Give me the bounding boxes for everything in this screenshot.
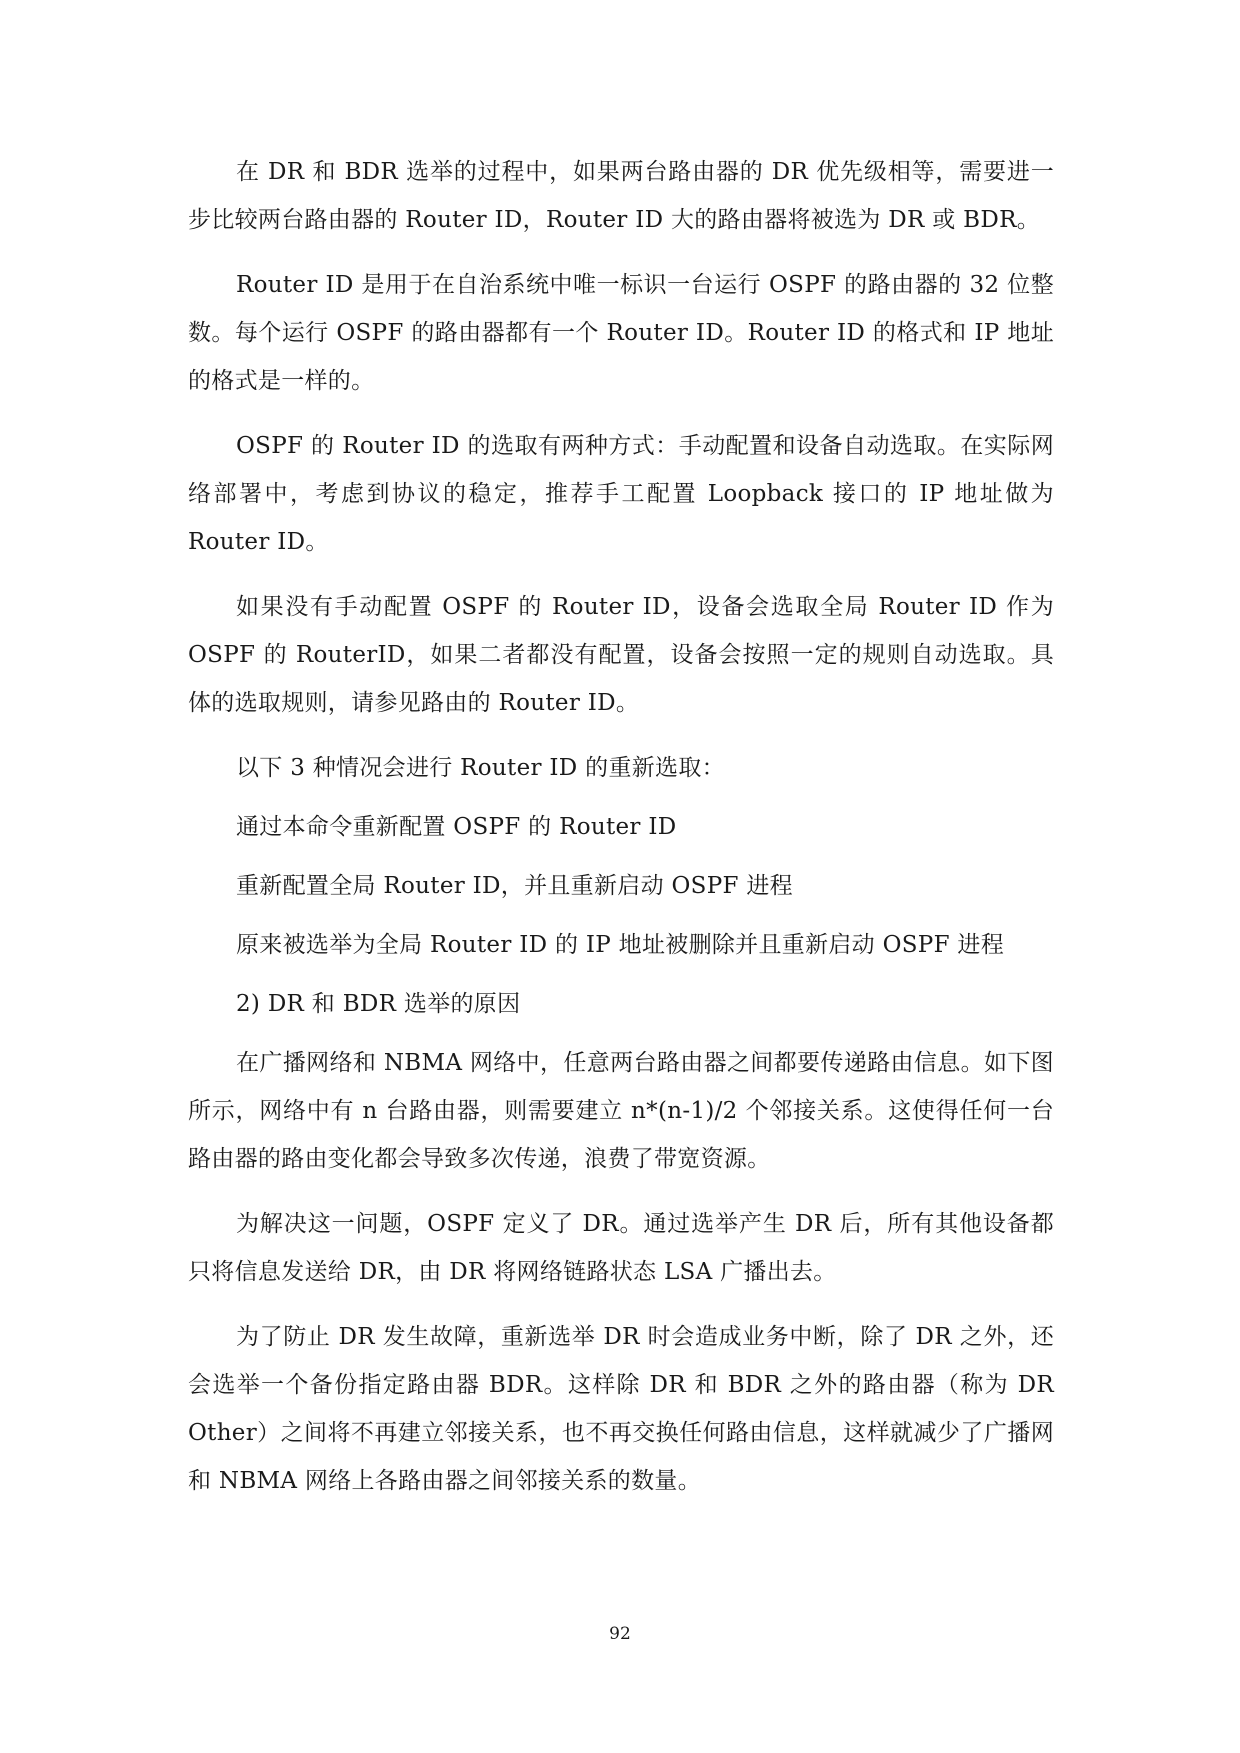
paragraph-bdr-backup: 为了防止 DR 发生故障，重新选举 DR 时会造成业务中断，除了 DR 之外，还会选举一个备份指定路由器 BDR。这样除 DR 和 BDR 之外的路由器（称为 DR Other）之间将不再建立邻接关系，也不再交换任何路由信息，这样就减少了广播网和 NBMA 网络上各路由器之间邻接关系的数量。 [188, 1324, 1054, 1494]
paragraph-global-router-id: 如果没有手动配置 OSPF 的 Router ID，设备会选取全局 Router ID 作为 OSPF 的 RouterID，如果二者都没有配置，设备会按照一定的规则自动选取。具体的选取规则，请参见路由的 Router ID。 [188, 594, 1054, 716]
list-item-reconfigure-command: 通过本命令重新配置 OSPF 的 Router ID [236, 814, 677, 840]
body-text [188, 148, 1054, 1522]
paragraph-dr-solution: 为解决这一问题，OSPF 定义了 DR。通过选举产生 DR 后，所有其他设备都只将信息发送给 DR，由 DR 将网络链路状态 LSA 广播出去。 [188, 1211, 1054, 1285]
list-item-ip-deleted: 原来被选举为全局 Router ID 的 IP 地址被删除并且重新启动 OSPF 进程 [236, 932, 1005, 958]
paragraph-router-id-definition: Router ID 是用于在自治系统中唯一标识一台运行 OSPF 的路由器的 32 位整数。每个运行 OSPF 的路由器都有一个 Router ID。Router ID 的格式和 IP 地址的格式是一样的。 [188, 272, 1054, 394]
paragraph-reselection-intro: 以下 3 种情况会进行 Router ID 的重新选取： [236, 755, 725, 781]
paragraph-router-id-selection: OSPF 的 Router ID 的选取有两种方式：手动配置和设备自动选取。在实际网络部署中，考虑到协议的稳定，推荐手工配置 Loopback 接口的 IP 地址做为 Router ID。 [188, 433, 1054, 555]
paragraph-dr-bdr-priority: 在 DR 和 BDR 选举的过程中，如果两台路由器的 DR 优先级相等，需要进一步比较两台路由器的 Router ID，Router ID 大的路由器将被选为 DR 或 BDR。 [188, 159, 1054, 233]
section-heading-dr-bdr-reason: 2) DR 和 BDR 选举的原因 [236, 991, 521, 1017]
paragraph-broadcast-nbma: 在广播网络和 NBMA 网络中，任意两台路由器之间都要传递路由信息。如下图所示，网络中有 n 台路由器，则需要建立 n*(n-1)/2 个邻接关系。这使得任何一台路由器的路由变化都会导致多次传递，浪费了带宽资源。 [188, 1050, 1054, 1172]
page-number: 92 [609, 1624, 631, 1644]
list-item-reconfigure-global: 重新配置全局 Router ID，并且重新启动 OSPF 进程 [236, 873, 793, 899]
